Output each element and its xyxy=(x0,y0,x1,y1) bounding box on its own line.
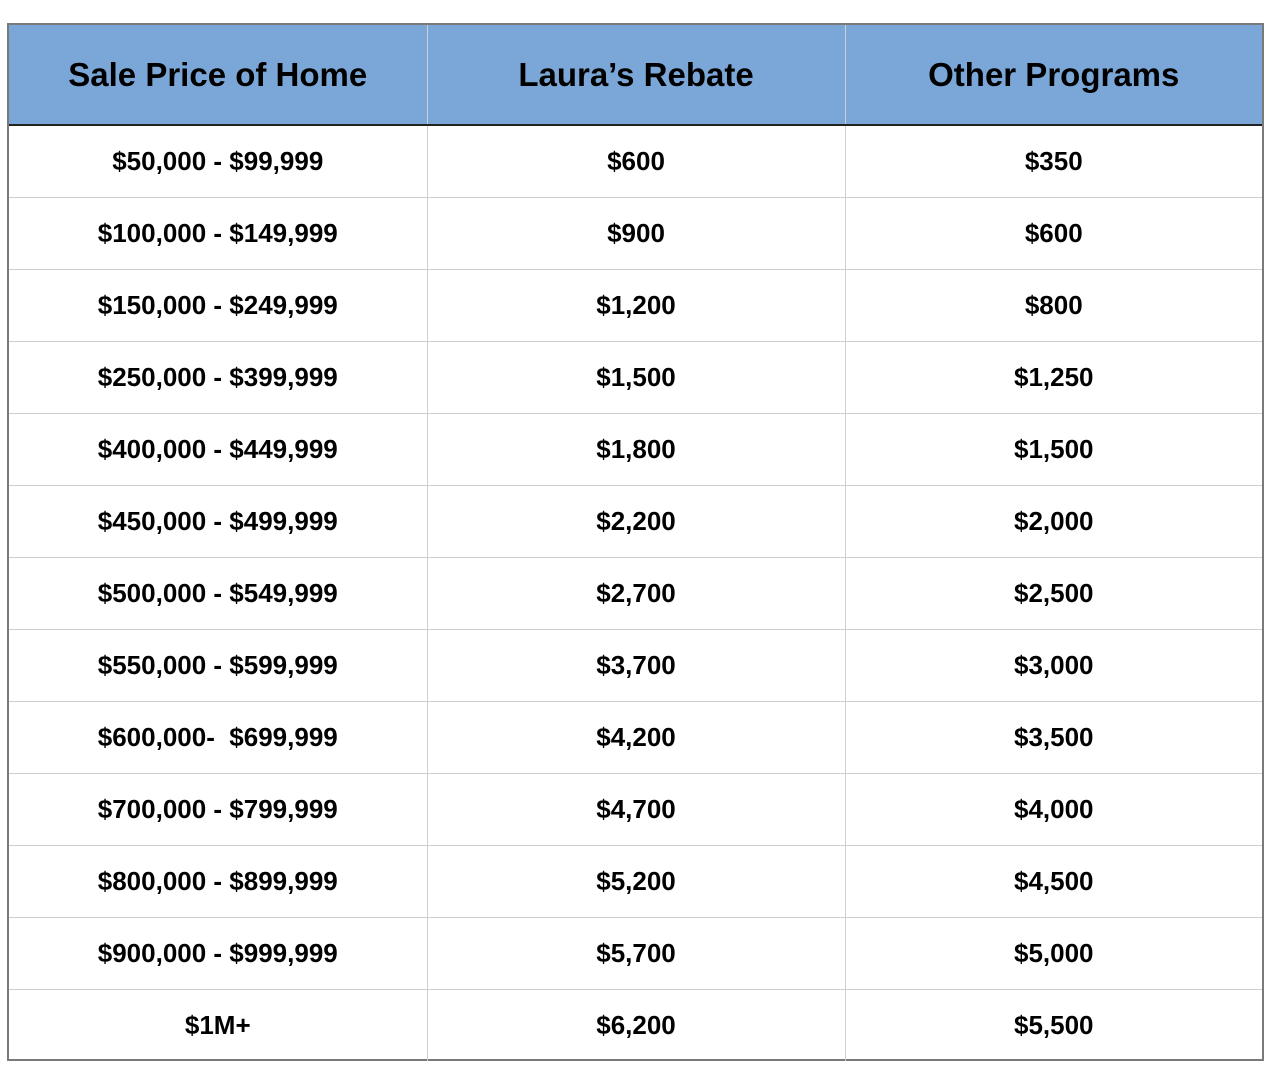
table-row xyxy=(9,341,1262,413)
cell-sale-price: $500,000 - $549,999 xyxy=(9,557,427,629)
cell-lauras-rebate: $2,700 xyxy=(427,557,845,629)
cell-lauras-rebate: $6,200 xyxy=(427,989,845,1061)
cell-lauras-rebate: $4,700 xyxy=(427,773,845,845)
table-row xyxy=(9,629,1262,701)
table-row xyxy=(9,557,1262,629)
table-row xyxy=(9,701,1262,773)
cell-sale-price: $700,000 - $799,999 xyxy=(9,773,427,845)
cell-lauras-rebate: $900 xyxy=(427,197,845,269)
cell-lauras-rebate: $1,800 xyxy=(427,413,845,485)
cell-lauras-rebate: $4,200 xyxy=(427,701,845,773)
cell-lauras-rebate: $5,200 xyxy=(427,845,845,917)
table-row xyxy=(9,989,1262,1061)
table-row xyxy=(9,773,1262,845)
table-row xyxy=(9,413,1262,485)
table-row xyxy=(9,845,1262,917)
cell-lauras-rebate: $5,700 xyxy=(427,917,845,989)
cell-sale-price: $1M+ xyxy=(9,989,427,1061)
cell-other-programs: $5,000 xyxy=(845,917,1262,989)
cell-other-programs: $4,500 xyxy=(845,845,1262,917)
cell-sale-price: $400,000 - $449,999 xyxy=(9,413,427,485)
cell-sale-price: $600,000- $699,999 xyxy=(9,701,427,773)
table-row xyxy=(9,125,1262,197)
cell-lauras-rebate: $3,700 xyxy=(427,629,845,701)
header-other-programs: Other Programs xyxy=(845,25,1262,125)
cell-sale-price: $800,000 - $899,999 xyxy=(9,845,427,917)
cell-sale-price: $900,000 - $999,999 xyxy=(9,917,427,989)
cell-sale-price: $450,000 - $499,999 xyxy=(9,485,427,557)
cell-other-programs: $3,000 xyxy=(845,629,1262,701)
table-body xyxy=(9,125,1262,1061)
table-row xyxy=(9,197,1262,269)
cell-lauras-rebate: $1,500 xyxy=(427,341,845,413)
cell-sale-price: $550,000 - $599,999 xyxy=(9,629,427,701)
cell-sale-price: $100,000 - $149,999 xyxy=(9,197,427,269)
table-row xyxy=(9,917,1262,989)
cell-lauras-rebate: $600 xyxy=(427,125,845,197)
cell-other-programs: $4,000 xyxy=(845,773,1262,845)
cell-other-programs: $1,500 xyxy=(845,413,1262,485)
cell-other-programs: $5,500 xyxy=(845,989,1262,1061)
cell-other-programs: $350 xyxy=(845,125,1262,197)
cell-lauras-rebate: $1,200 xyxy=(427,269,845,341)
cell-other-programs: $3,500 xyxy=(845,701,1262,773)
cell-sale-price: $250,000 - $399,999 xyxy=(9,341,427,413)
cell-lauras-rebate: $2,200 xyxy=(427,485,845,557)
cell-other-programs: $600 xyxy=(845,197,1262,269)
rebate-comparison-table xyxy=(9,25,1262,1061)
cell-sale-price: $150,000 - $249,999 xyxy=(9,269,427,341)
cell-other-programs: $1,250 xyxy=(845,341,1262,413)
table-row xyxy=(9,485,1262,557)
header-sale-price: Sale Price of Home xyxy=(9,25,427,125)
table-header xyxy=(9,25,1262,125)
rebate-comparison-table-container xyxy=(7,23,1264,1061)
cell-sale-price: $50,000 - $99,999 xyxy=(112,145,324,176)
header-row xyxy=(9,25,1262,125)
cell-other-programs: $2,500 xyxy=(845,557,1262,629)
cell-other-programs: $800 xyxy=(845,269,1262,341)
cell-other-programs: $2,000 xyxy=(845,485,1262,557)
table-row xyxy=(9,269,1262,341)
header-lauras-rebate: Laura’s Rebate xyxy=(427,25,845,125)
